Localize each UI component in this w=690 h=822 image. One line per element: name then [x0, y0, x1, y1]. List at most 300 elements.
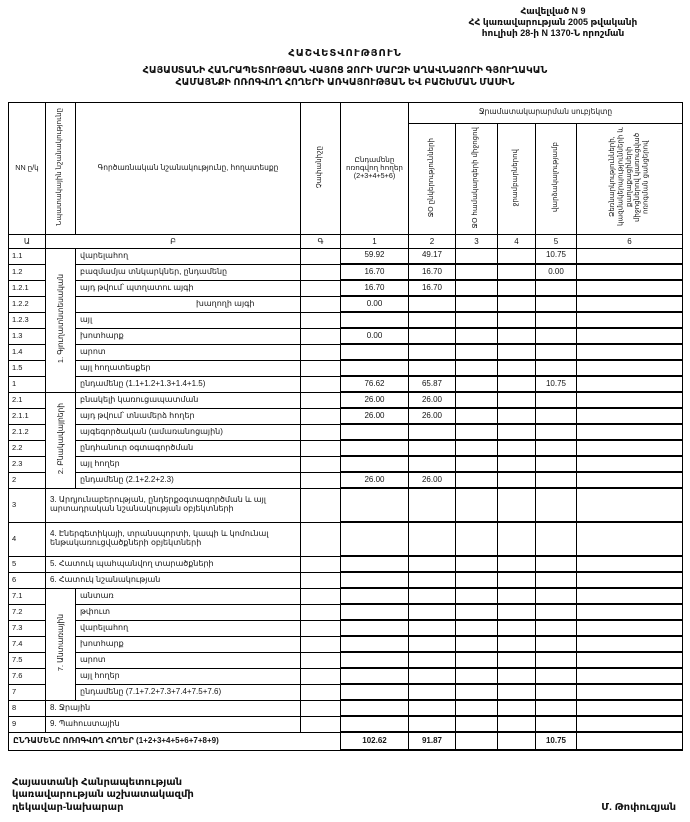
cell-measure	[301, 376, 341, 392]
cell-value: 59.92	[341, 248, 409, 264]
cell-value	[536, 684, 577, 700]
title-line-2: ՀԱՅԱՍՏԱՆԻ ՀԱՆՐԱՊԵՏՈՒԹՅԱՆ ՎԱՅՈՑ ՁՈՐԻ ՄԱՐԶԻ ԱՂԱՎՆԱՁՈՐԻ ԳՅՈՒՂԱԿԱՆ	[142, 64, 548, 76]
cell-value	[536, 296, 577, 312]
col-group-header-subjects: Ջրամատակարարման սուբյեկտը	[409, 102, 683, 123]
cell-value	[409, 488, 456, 522]
cell-value	[456, 684, 498, 700]
cell-measure	[301, 440, 341, 456]
subcol-header-4	[536, 123, 577, 234]
header-row-indices	[9, 234, 683, 248]
cell-measure	[301, 392, 341, 408]
cell-value	[536, 668, 577, 684]
cell-value: 26.00	[409, 392, 456, 408]
cell-value	[409, 360, 456, 376]
index-cell-5: 5	[536, 234, 577, 248]
cell-value	[577, 588, 683, 604]
cell-description: արոտ	[76, 652, 301, 668]
cell-value: 16.70	[341, 264, 409, 280]
appendix-line-3: հուլիսի 28-ի N 1370-Ն որոշման	[481, 27, 625, 38]
cell-value	[498, 604, 536, 620]
cell-description: ընդամենը (1.1+1.2+1.3+1.4+1.5)	[76, 376, 301, 392]
cell-measure	[301, 684, 341, 700]
cell-value	[498, 328, 536, 344]
subcol-header-3-text: ջրամբարներով	[512, 148, 520, 207]
cell-row-number: 2	[9, 472, 46, 488]
cell-value	[498, 296, 536, 312]
table-row	[9, 472, 683, 488]
cell-value: 16.70	[409, 264, 456, 280]
cell-value	[341, 556, 409, 572]
cell-value	[577, 684, 683, 700]
table-row	[9, 684, 683, 700]
subcol-header-2-text: ՋՕ համակարգերի միջոցով	[472, 126, 480, 229]
cell-value	[341, 636, 409, 652]
cell-value	[341, 424, 409, 440]
cell-value	[577, 572, 683, 588]
cell-measure	[301, 556, 341, 572]
cell-value: 26.00	[409, 472, 456, 488]
cell-value	[409, 588, 456, 604]
cell-measure	[301, 572, 341, 588]
cell-description: խոտհարք	[76, 636, 301, 652]
cell-value	[456, 424, 498, 440]
cell-description: ընդհանուր օգտագործման	[76, 440, 301, 456]
cell-value	[498, 360, 536, 376]
subcol-header-3	[498, 123, 536, 234]
cell-description: 4. Էներգետիկայի, տրանսպորտի, կապի և կոմունալ ենթակառուցվածքների օբյեկտների	[46, 522, 301, 556]
cell-value	[498, 376, 536, 392]
cell-row-number: 9	[9, 716, 46, 732]
cell-value	[577, 488, 683, 522]
table-row	[9, 264, 683, 280]
cell-row-number: 1	[9, 376, 46, 392]
cell-description: այդ թվում՝ տնամերձ հողեր	[76, 408, 301, 424]
cell-value	[536, 456, 577, 472]
cell-measure	[301, 488, 341, 522]
cell-value	[498, 652, 536, 668]
cell-description: 5. Հատուկ պահպանվող տարածքների	[46, 556, 301, 572]
cell-value	[341, 360, 409, 376]
index-cell-4: 4	[498, 234, 536, 248]
cell-measure	[301, 408, 341, 424]
signature-name: Մ. Թոփուզյան	[601, 801, 676, 813]
cell-measure	[301, 344, 341, 360]
cell-value	[536, 556, 577, 572]
cell-value: 76.62	[341, 376, 409, 392]
cell-value	[409, 456, 456, 472]
cell-value	[577, 716, 683, 732]
cell-measure	[301, 636, 341, 652]
cell-measure	[301, 716, 341, 732]
cell-description: այգեգործական (ամառանոցային)	[76, 424, 301, 440]
cell-description: վարելահող	[76, 248, 301, 264]
index-cell-a: Ա	[9, 234, 46, 248]
cell-value	[456, 248, 498, 264]
cell-value	[456, 456, 498, 472]
subcol-header-2	[456, 123, 498, 234]
cell-row-number: 2.1	[9, 392, 46, 408]
cell-value	[536, 280, 577, 296]
cell-value	[498, 312, 536, 328]
cell-value	[577, 424, 683, 440]
cell-description: արոտ	[76, 344, 301, 360]
cell-row-number: 7.4	[9, 636, 46, 652]
title-line-3: ՀԱՄԱՅՆՔԻ ՈՌՈԳՎՈՂ ՀՈՂԵՐԻ ԱՌԿԱՅՈՒԹՅԱՆ ԵՎ ԲԱՇԽՄԱՆ ՄԱՍԻՆ	[175, 77, 515, 89]
cell-value	[341, 572, 409, 588]
table-header	[9, 102, 683, 248]
cell-value	[577, 620, 683, 636]
cell-measure	[301, 588, 341, 604]
cell-value	[456, 604, 498, 620]
cell-value	[577, 440, 683, 456]
cell-value	[456, 588, 498, 604]
table-row	[9, 572, 683, 588]
table-row	[9, 604, 683, 620]
signatory-line-3: ղեկավար-նախարար	[12, 801, 124, 813]
cell-value	[341, 652, 409, 668]
cell-value	[577, 360, 683, 376]
table-row	[9, 248, 683, 264]
cell-measure	[301, 328, 341, 344]
cell-description: բազմամյա տնկարկներ, ընդամենը	[76, 264, 301, 280]
cell-value	[577, 732, 683, 750]
cell-value	[456, 668, 498, 684]
cell-row-number: 1.2.3	[9, 312, 46, 328]
cell-measure	[301, 522, 341, 556]
cell-value	[456, 572, 498, 588]
cell-row-number: 2.3	[9, 456, 46, 472]
cell-description: խոտհարք	[76, 328, 301, 344]
cell-value	[536, 700, 577, 716]
cell-value	[498, 700, 536, 716]
cell-value	[577, 668, 683, 684]
cell-value: 26.00	[341, 472, 409, 488]
cell-row-number: 2.1.1	[9, 408, 46, 424]
cell-value	[536, 392, 577, 408]
index-cell-g: Գ	[301, 234, 341, 248]
cell-value	[341, 604, 409, 620]
cell-row-number: 1.2.1	[9, 280, 46, 296]
table-row	[9, 392, 683, 408]
cell-value	[536, 472, 577, 488]
cell-value: 65.87	[409, 376, 456, 392]
cell-value: 0.00	[341, 328, 409, 344]
col-header-nn: NN ը/կ	[9, 102, 46, 234]
cell-value	[456, 408, 498, 424]
document-footer	[12, 777, 676, 815]
signatory-line-1: Հայաստանի Հանրապետության	[12, 776, 183, 788]
cell-row-number: 1.2.2	[9, 296, 46, 312]
cell-value	[341, 522, 409, 556]
cell-row-number: 7.5	[9, 652, 46, 668]
cell-value	[456, 488, 498, 522]
cell-description: այլ հողեր	[76, 456, 301, 472]
cell-value	[456, 328, 498, 344]
cell-row-number: 6	[9, 572, 46, 588]
cell-value	[456, 360, 498, 376]
cell-value	[498, 280, 536, 296]
cell-value	[409, 522, 456, 556]
table-row	[9, 668, 683, 684]
cell-value	[409, 424, 456, 440]
cell-measure	[301, 360, 341, 376]
cell-value	[536, 652, 577, 668]
cell-value	[409, 652, 456, 668]
cell-value	[456, 376, 498, 392]
cell-measure	[301, 668, 341, 684]
col-header-functional: Գործառնական նշանակությունը, հողատեսքը	[76, 102, 301, 234]
cell-value: 26.00	[341, 408, 409, 424]
table-row	[9, 296, 683, 312]
appendix-block	[424, 6, 682, 39]
cell-value	[341, 716, 409, 732]
col-header-purpose-text: Նպատակային նշանակությունը	[56, 108, 64, 226]
cell-value	[341, 440, 409, 456]
table-row	[9, 456, 683, 472]
col-header-measure-text: Չափանիշը	[316, 145, 324, 189]
cell-value	[498, 440, 536, 456]
cell-description: խաղողի այգի	[76, 296, 301, 312]
cell-value	[456, 732, 498, 750]
cell-value	[456, 652, 498, 668]
cell-row-number: 2.2	[9, 440, 46, 456]
group-label-text: 2. Բնակավայրերի	[56, 403, 65, 475]
table-row	[9, 716, 683, 732]
cell-value	[498, 620, 536, 636]
cell-value	[536, 424, 577, 440]
table-row	[9, 652, 683, 668]
cell-description: այլ հողեր	[76, 668, 301, 684]
cell-value	[577, 248, 683, 264]
cell-value	[456, 344, 498, 360]
cell-value	[341, 620, 409, 636]
cell-value	[456, 264, 498, 280]
cell-value	[456, 700, 498, 716]
cell-value	[409, 440, 456, 456]
cell-measure	[301, 604, 341, 620]
cell-value	[577, 264, 683, 280]
irrigated-lands-table	[8, 102, 683, 752]
cell-value: 26.00	[409, 408, 456, 424]
cell-measure	[301, 264, 341, 280]
cell-value	[409, 636, 456, 652]
col-header-total: Ընդամենը ոռոգվող հողեր (2+3+4+5+6)	[341, 102, 409, 234]
cell-value	[577, 522, 683, 556]
cell-value	[536, 572, 577, 588]
cell-row-number: 1.1	[9, 248, 46, 264]
cell-value	[536, 604, 577, 620]
cell-value	[341, 700, 409, 716]
appendix-line-1: Հավելված N 9	[520, 6, 586, 16]
cell-value	[456, 440, 498, 456]
cell-value: 10.75	[536, 248, 577, 264]
cell-measure	[301, 312, 341, 328]
cell-measure	[301, 652, 341, 668]
cell-value	[536, 440, 577, 456]
cell-row-number: 2.1.2	[9, 424, 46, 440]
cell-row-number: 7.3	[9, 620, 46, 636]
table-row	[9, 424, 683, 440]
cell-row-number: 1.2	[9, 264, 46, 280]
cell-grand-total-label: ԸՆԴԱՄԵՆԸ ՈՌՈԳՎՈՂ ՀՈՂԵՐ (1+2+3+4+5+6+7+8+9)	[9, 732, 341, 750]
cell-row-number: 8	[9, 700, 46, 716]
cell-value	[536, 620, 577, 636]
cell-value	[341, 488, 409, 522]
cell-row-number: 7.2	[9, 604, 46, 620]
cell-measure	[301, 248, 341, 264]
subcol-header-1	[409, 123, 456, 234]
cell-value	[577, 652, 683, 668]
signatory-line-2: կառավարության աշխատակազմի	[12, 789, 194, 800]
cell-value	[498, 684, 536, 700]
cell-value	[498, 408, 536, 424]
cell-value	[409, 716, 456, 732]
subcol-header-5-text: Ձեռնարկությունների, կազմակերպությունների և քաղաքացիների միջոցներով կառուցված ոռոգման ցանցերով	[608, 128, 650, 227]
cell-value	[498, 456, 536, 472]
cell-measure	[301, 456, 341, 472]
cell-value	[409, 312, 456, 328]
cell-value: 102.62	[341, 732, 409, 750]
cell-value	[577, 328, 683, 344]
cell-value	[498, 636, 536, 652]
title-word-report: ՀԱՇՎԵՏՎՈՒԹՅՈՒՆ	[288, 47, 402, 59]
cell-value	[456, 392, 498, 408]
table-row	[9, 328, 683, 344]
subcol-header-1-text: ՋՕ ընկերությունների	[427, 137, 435, 218]
cell-description: անտառ	[76, 588, 301, 604]
cell-value: 91.87	[409, 732, 456, 750]
cell-value	[498, 344, 536, 360]
cell-value	[536, 360, 577, 376]
cell-description: վարելահող	[76, 620, 301, 636]
cell-value	[536, 588, 577, 604]
cell-value	[536, 636, 577, 652]
cell-description: թփուտ	[76, 604, 301, 620]
cell-value	[536, 344, 577, 360]
cell-value	[456, 472, 498, 488]
signatory-block	[12, 777, 194, 815]
cell-value	[341, 684, 409, 700]
cell-row-number: 4	[9, 522, 46, 556]
appendix-line-2: ՀՀ կառավարության 2005 թվականի	[468, 16, 638, 27]
cell-value	[536, 488, 577, 522]
cell-value: 49.17	[409, 248, 456, 264]
cell-row-number: 7.1	[9, 588, 46, 604]
cell-value	[456, 636, 498, 652]
cell-value: 0.00	[536, 264, 577, 280]
cell-value	[456, 620, 498, 636]
cell-description: ընդամենը (2.1+2.2+2.3)	[76, 472, 301, 488]
table-row	[9, 280, 683, 296]
table-row	[9, 522, 683, 556]
table-grand-total-row	[9, 732, 683, 750]
cell-value	[498, 472, 536, 488]
cell-value: 16.70	[341, 280, 409, 296]
cell-value	[577, 604, 683, 620]
cell-value	[577, 408, 683, 424]
cell-value	[498, 392, 536, 408]
document-title	[8, 48, 682, 90]
cell-value	[456, 716, 498, 732]
cell-measure	[301, 472, 341, 488]
cell-value	[409, 344, 456, 360]
cell-value	[577, 376, 683, 392]
cell-value	[498, 264, 536, 280]
cell-value	[498, 668, 536, 684]
cell-value	[498, 424, 536, 440]
cell-measure	[301, 424, 341, 440]
cell-value	[409, 572, 456, 588]
group-label	[46, 248, 76, 392]
cell-value	[409, 700, 456, 716]
cell-value: 16.70	[409, 280, 456, 296]
cell-value	[341, 344, 409, 360]
index-cell-2: 2	[409, 234, 456, 248]
cell-description: 6. Հատուկ նշանակության	[46, 572, 301, 588]
cell-value	[456, 312, 498, 328]
cell-value	[577, 456, 683, 472]
cell-value	[577, 344, 683, 360]
cell-value	[409, 668, 456, 684]
cell-value: 0.00	[341, 296, 409, 312]
cell-value: 26.00	[341, 392, 409, 408]
cell-value	[456, 522, 498, 556]
cell-description: բնակելի կառուցապատման	[76, 392, 301, 408]
table-row	[9, 376, 683, 392]
cell-value	[498, 488, 536, 522]
table-row	[9, 408, 683, 424]
cell-value	[577, 636, 683, 652]
cell-value	[409, 620, 456, 636]
cell-value	[409, 604, 456, 620]
group-label-text: 7. Անտառային	[56, 614, 65, 672]
cell-value	[577, 312, 683, 328]
cell-row-number: 1.4	[9, 344, 46, 360]
index-cell-6: 6	[577, 234, 683, 248]
cell-value	[498, 732, 536, 750]
cell-description: այդ թվում՝ պտղատու այգի	[76, 280, 301, 296]
cell-value	[498, 522, 536, 556]
cell-value	[456, 556, 498, 572]
cell-row-number: 1.3	[9, 328, 46, 344]
index-cell-1: 1	[341, 234, 409, 248]
cell-value	[536, 328, 577, 344]
cell-value	[409, 296, 456, 312]
cell-description: 3. Արդյունաբերության, ընդերքօգտագործման և այլ արտադրական նշանակության օբյեկտների	[46, 488, 301, 522]
table-row	[9, 488, 683, 522]
table-row	[9, 440, 683, 456]
cell-row-number: 1.5	[9, 360, 46, 376]
cell-value	[409, 328, 456, 344]
index-cell-b: Բ	[46, 234, 301, 248]
cell-value	[577, 700, 683, 716]
cell-value	[536, 408, 577, 424]
cell-row-number: 5	[9, 556, 46, 572]
subcol-header-5	[577, 123, 683, 234]
table-row	[9, 344, 683, 360]
cell-measure	[301, 280, 341, 296]
cell-value	[341, 588, 409, 604]
cell-value	[577, 556, 683, 572]
cell-value	[536, 716, 577, 732]
cell-description: 9. Պահուստային	[46, 716, 301, 732]
cell-value	[341, 312, 409, 328]
table-row	[9, 556, 683, 572]
table-row	[9, 636, 683, 652]
cell-value	[498, 248, 536, 264]
cell-value	[456, 280, 498, 296]
table-body	[9, 248, 683, 750]
